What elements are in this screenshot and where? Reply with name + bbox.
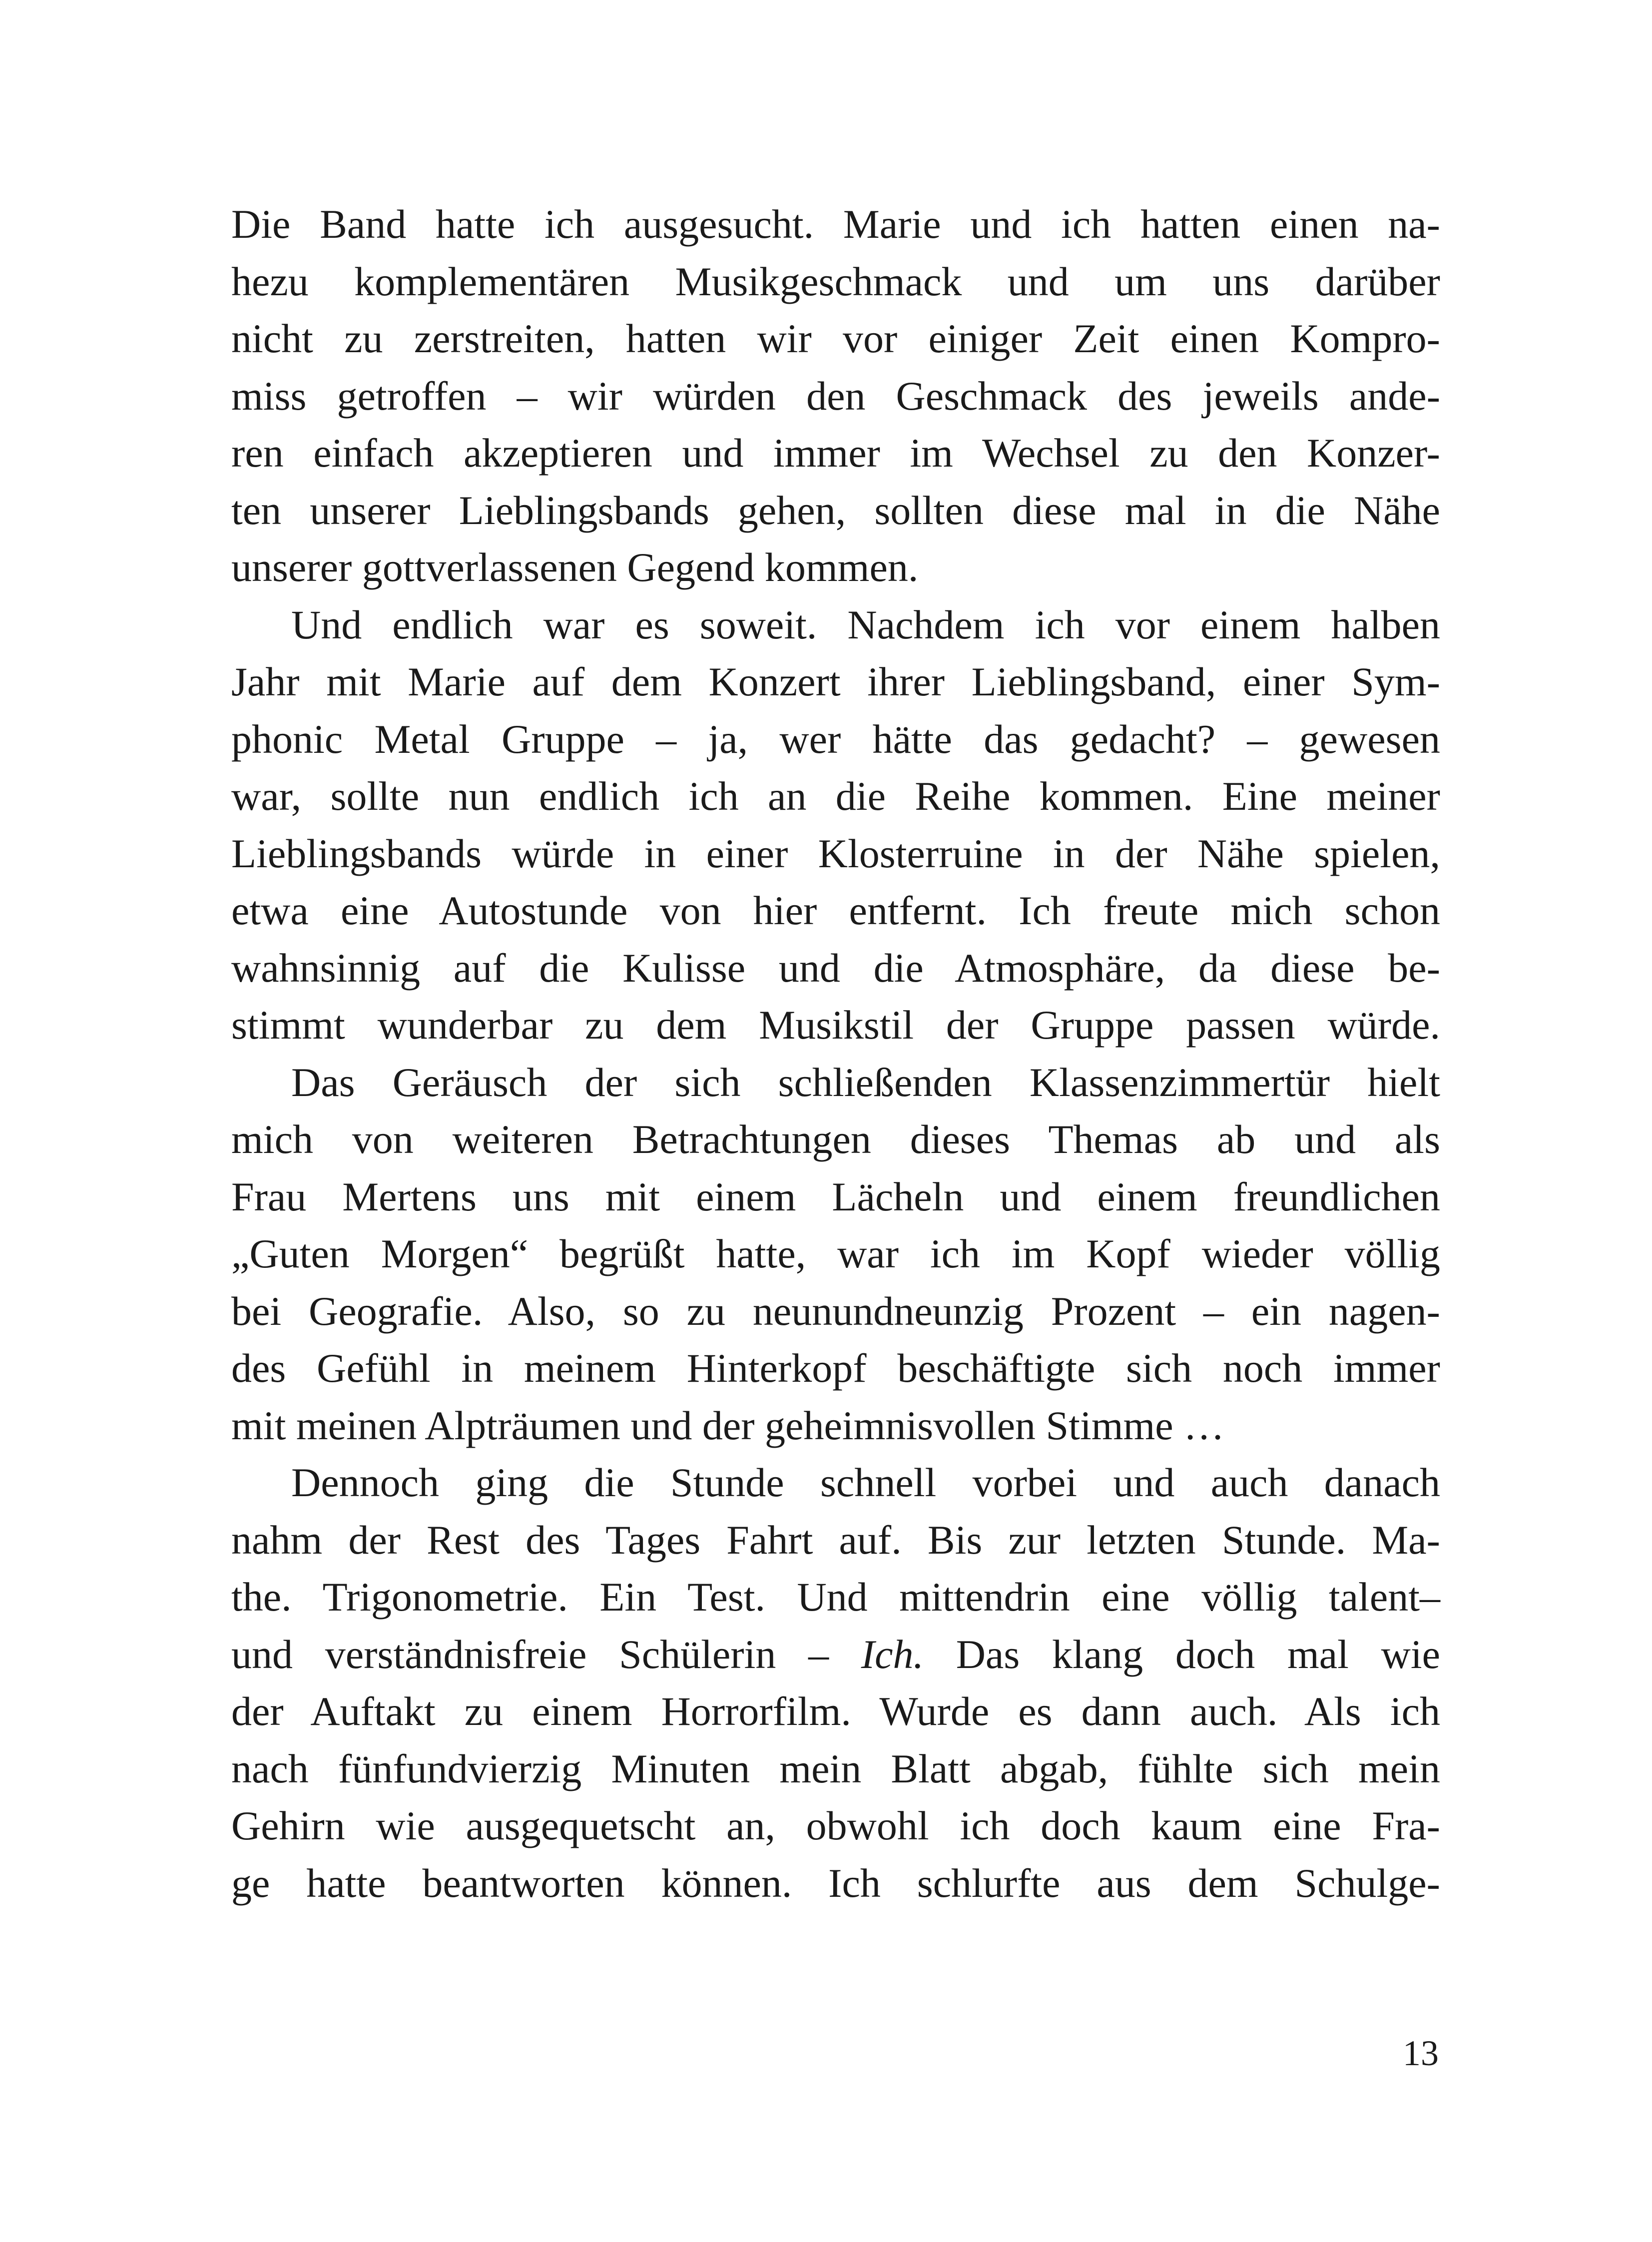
text-line: Gehirn wie ausgequetscht an, obwohl ich doch kaum eine Fra- xyxy=(231,1803,1440,1848)
text-line: nahm der Rest des Tages Fahrt auf. Bis zur letzten Stunde. Ma- xyxy=(231,1517,1440,1563)
text-line: Das Geräusch der sich schließenden Klassenzimmertür hielt xyxy=(291,1059,1440,1105)
paragraph xyxy=(231,196,1440,596)
text-run: und verständnisfreie Schülerin – xyxy=(231,1631,861,1677)
paragraph xyxy=(231,1054,1440,1455)
text-line: phonic Metal Gruppe – ja, wer hätte das gedacht? – gewesen xyxy=(231,716,1440,762)
paragraph xyxy=(231,1454,1440,1912)
text-line: Frau Mertens uns mit einem Lächeln und einem freundlichen xyxy=(231,1173,1440,1219)
text-line: ge hatte beantworten können. Ich schlurfte aus dem Schulge- xyxy=(231,1860,1440,1906)
text-line: ten unserer Lieblingsbands gehen, sollten diese mal in die Nähe xyxy=(231,487,1440,533)
text-line: „Guten Morgen“ begrüßt hatte, war ich im Kopf wieder völlig xyxy=(231,1231,1440,1276)
text-line: mich von weiteren Betrachtungen dieses Themas ab und als xyxy=(231,1117,1440,1162)
page-number: 13 xyxy=(1403,2033,1439,2073)
paragraph xyxy=(231,596,1440,1054)
text-line: des Gefühl in meinem Hinterkopf beschäftigte sich noch immer xyxy=(231,1345,1440,1391)
text-line: unserer gottverlassenen Gegend kommen. xyxy=(231,545,919,590)
text-line: der Auftakt zu einem Horrorfilm. Wurde es dann auch. Als ich xyxy=(231,1688,1440,1734)
text-line: nicht zu zerstreiten, hatten wir vor einiger Zeit einen Kompro- xyxy=(231,316,1440,361)
text-line xyxy=(231,1626,1440,1683)
text-line: war, sollte nun endlich ich an die Reihe kommen. Eine meiner xyxy=(231,773,1440,819)
text-line: miss getroffen – wir würden den Geschmack des jeweils ande- xyxy=(231,373,1440,419)
text-line: hezu komplementären Musikgeschmack und um uns darüber xyxy=(231,258,1440,304)
text-line: Und endlich war es soweit. Nachdem ich vor einem halben xyxy=(291,601,1440,647)
text-line: bei Geografie. Also, so zu neunundneunzig Prozent – ein nagen- xyxy=(231,1288,1440,1334)
body-text xyxy=(231,196,1440,1912)
text-line: wahnsinnig auf die Kulisse und die Atmosphäre, da diese be- xyxy=(231,945,1440,991)
text-line: Dennoch ging die Stunde schnell vorbei und auch danach xyxy=(291,1460,1440,1505)
text-line: nach fünfundvierzig Minuten mein Blatt abgab, fühlte sich mein xyxy=(231,1745,1440,1791)
text-line: Die Band hatte ich ausgesucht. Marie und ich hatten einen na- xyxy=(231,201,1440,247)
emphasized-word: Ich. xyxy=(861,1631,924,1677)
text-line: Lieblingsbands würde in einer Klosterruine in der Nähe spielen, xyxy=(231,830,1440,876)
text-line: Jahr mit Marie auf dem Konzert ihrer Lieblingsband, einer Sym- xyxy=(231,659,1440,704)
text-line: the. Trigonometrie. Ein Test. Und mittendrin eine völlig talent– xyxy=(231,1574,1440,1620)
text-run: Das klang doch mal wie xyxy=(924,1631,1441,1677)
text-line: stimmt wunderbar zu dem Musikstil der Gruppe passen würde. xyxy=(231,1002,1440,1048)
text-line: mit meinen Alpträumen und der geheimnisvollen Stimme … xyxy=(231,1402,1225,1448)
text-line: ren einfach akzeptieren und immer im Wechsel zu den Konzer- xyxy=(231,430,1440,476)
text-line: etwa eine Autostunde von hier entfernt. Ich freute mich schon xyxy=(231,888,1440,933)
